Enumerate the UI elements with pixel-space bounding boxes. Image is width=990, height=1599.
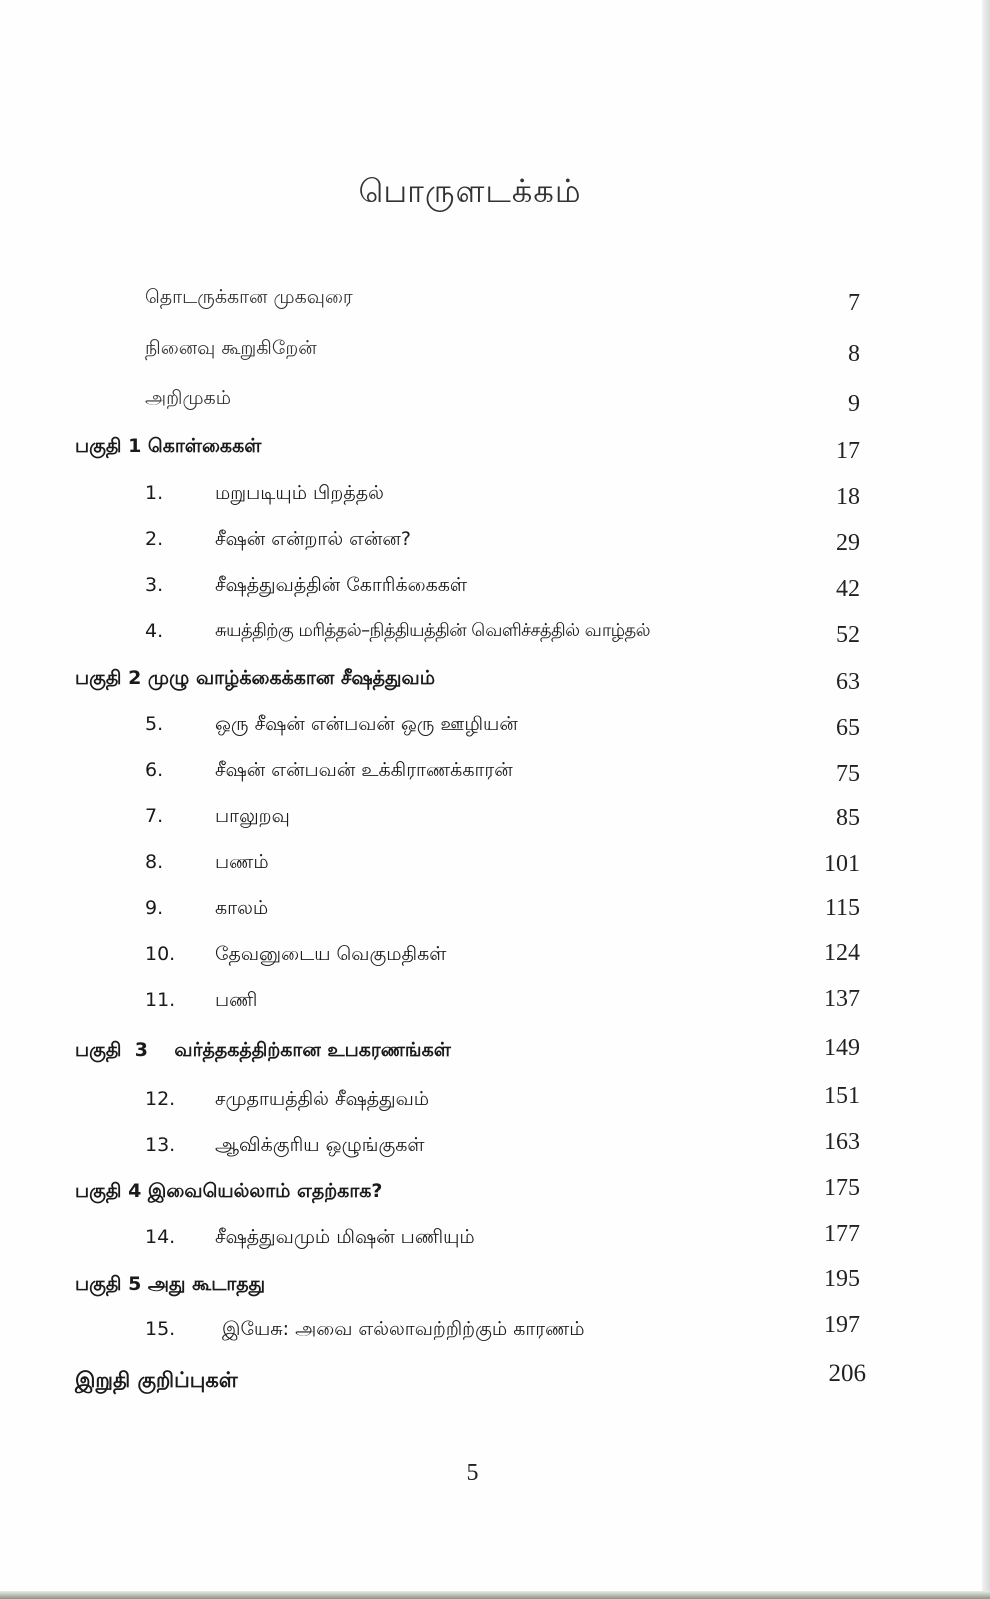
toc-entry-page: 9 xyxy=(848,391,860,417)
chapter-number: 6. xyxy=(145,759,164,781)
toc-chapter-6[interactable] xyxy=(0,759,990,799)
page-number-footer: 5 xyxy=(466,1460,479,1486)
chapter-number: 10. xyxy=(145,943,176,965)
chapter-number: 13. xyxy=(145,1134,176,1156)
toc-entry-label: அறிமுகம் xyxy=(145,387,232,409)
chapter-page: 197 xyxy=(824,1312,860,1338)
chapter-page: 115 xyxy=(824,895,860,921)
toc-part-page: 149 xyxy=(824,1035,860,1061)
toc-part-page: 195 xyxy=(824,1266,860,1292)
chapter-label: மறுபடியும் பிறத்தல் xyxy=(215,482,384,504)
toc-part-3[interactable] xyxy=(0,1035,990,1079)
toc-chapter-3[interactable] xyxy=(0,574,990,614)
toc-part-5[interactable] xyxy=(0,1266,990,1313)
toc-entry-endnotes[interactable] xyxy=(0,1360,990,1408)
toc-chapter-14[interactable] xyxy=(0,1221,990,1266)
chapter-number: 7. xyxy=(145,805,164,827)
toc-chapter-15[interactable] xyxy=(0,1312,990,1358)
toc-part-2[interactable] xyxy=(0,667,990,707)
chapter-number: 12. xyxy=(145,1088,176,1110)
chapter-label: காலம் xyxy=(215,897,269,919)
chapter-page: 75 xyxy=(836,761,860,787)
chapter-page: 177 xyxy=(824,1221,860,1247)
chapter-label: சீஷத்துவமும் மிஷன் பணியும் xyxy=(215,1226,475,1248)
toc-chapter-4[interactable] xyxy=(0,620,990,660)
toc-part-label: பகுதி 5 அது கூடாதது xyxy=(75,1273,266,1295)
toc-entry-remembrance[interactable] xyxy=(0,337,990,377)
chapter-page: 137 xyxy=(824,986,860,1012)
chapter-page: 52 xyxy=(836,622,860,648)
toc-chapter-11[interactable] xyxy=(0,986,990,1029)
chapter-page: 124 xyxy=(824,940,860,966)
toc-part-label: பகுதி 4 இவையெல்லாம் எதற்காக? xyxy=(75,1180,383,1202)
toc-entry-page: 7 xyxy=(848,290,860,316)
chapter-label: பாலுறவு xyxy=(215,805,290,827)
chapter-label: சீஷத்துவத்தின் கோரிக்கைகள் xyxy=(215,574,468,596)
chapter-page: 29 xyxy=(836,530,860,556)
page-bottom-edge xyxy=(0,1591,990,1599)
chapter-label: பணம் xyxy=(215,851,269,873)
toc-chapter-8[interactable] xyxy=(0,851,990,891)
chapter-number: 15. xyxy=(145,1318,176,1340)
toc-part-label: பகுதி 2 முழு வாழ்க்கைக்கான சீஷத்துவம் xyxy=(75,667,436,689)
chapter-number: 5. xyxy=(145,713,164,735)
chapter-page: 42 xyxy=(836,576,860,602)
toc-entry-label: நினைவு கூறுகிறேன் xyxy=(145,337,317,359)
toc-part-1[interactable] xyxy=(0,435,990,475)
toc-entry-page: 8 xyxy=(848,341,860,367)
toc-chapter-7[interactable] xyxy=(0,805,990,845)
chapter-number: 2. xyxy=(145,528,164,550)
chapter-label: பணி xyxy=(215,989,258,1011)
page-edge-shadow xyxy=(982,0,990,1599)
toc-part-page: 175 xyxy=(824,1175,860,1201)
chapter-page: 85 xyxy=(836,805,860,831)
chapter-label: சீஷன் என்றால் என்ன? xyxy=(215,528,411,550)
chapter-label: ஆவிக்குரிய ஒழுங்குகள் xyxy=(215,1134,425,1156)
toc-chapter-10[interactable] xyxy=(0,940,990,983)
toc-part-page: 63 xyxy=(836,669,860,695)
toc-part-page: 17 xyxy=(836,438,860,464)
chapter-number: 3. xyxy=(145,574,164,596)
chapter-label: சுயத்திற்கு மரித்தல்–நித்தியத்தின் வெளிச்சத்தில் வாழ்தல் xyxy=(215,620,650,641)
chapter-page: 163 xyxy=(824,1129,860,1155)
chapter-number: 4. xyxy=(145,620,164,642)
chapter-number: 8. xyxy=(145,851,164,873)
chapter-label: இயேசு: அவை எல்லாவற்றிற்கும் காரணம் xyxy=(222,1318,585,1340)
toc-chapter-13[interactable] xyxy=(0,1129,990,1174)
toc-entry-label: இறுதி குறிப்புகள் xyxy=(75,1368,238,1392)
toc-chapter-2[interactable] xyxy=(0,528,990,568)
toc-chapter-9[interactable] xyxy=(0,897,990,937)
toc-chapter-1[interactable] xyxy=(0,482,990,522)
chapter-number: 1. xyxy=(145,482,164,504)
toc-entry-introduction[interactable] xyxy=(0,387,990,427)
toc-part-4[interactable] xyxy=(0,1175,990,1220)
chapter-label: சீஷன் என்பவன் உக்கிராணக்காரன் xyxy=(215,759,513,781)
toc-part-label: பகுதி 1 கொள்கைகள் xyxy=(75,435,262,457)
chapter-number: 9. xyxy=(145,897,164,919)
chapter-label: தேவனுடைய வெகுமதிகள் xyxy=(215,943,447,965)
chapter-number: 11. xyxy=(145,989,176,1011)
chapter-page: 101 xyxy=(824,851,860,877)
chapter-page: 65 xyxy=(836,715,860,741)
chapter-label: சமுதாயத்தில் சீஷத்துவம் xyxy=(215,1088,430,1110)
toc-entry-preface[interactable] xyxy=(0,286,990,326)
toc-chapter-5[interactable] xyxy=(0,713,990,753)
chapter-label: ஒரு சீஷன் என்பவன் ஒரு ஊழியன் xyxy=(215,713,518,735)
chapter-page: 151 xyxy=(824,1083,860,1109)
toc-entry-label: தொடருக்கான முகவுரை xyxy=(145,286,353,308)
chapter-number: 14. xyxy=(145,1226,176,1248)
toc-part-label: பகுதி 3 வர்த்தகத்திற்கான உபகரணங்கள் xyxy=(75,1039,451,1061)
chapter-page: 18 xyxy=(836,484,860,510)
toc-chapter-12[interactable] xyxy=(0,1083,990,1128)
toc-entry-page: 206 xyxy=(828,1360,866,1387)
page-title: பொருளடக்கம் xyxy=(358,172,582,210)
